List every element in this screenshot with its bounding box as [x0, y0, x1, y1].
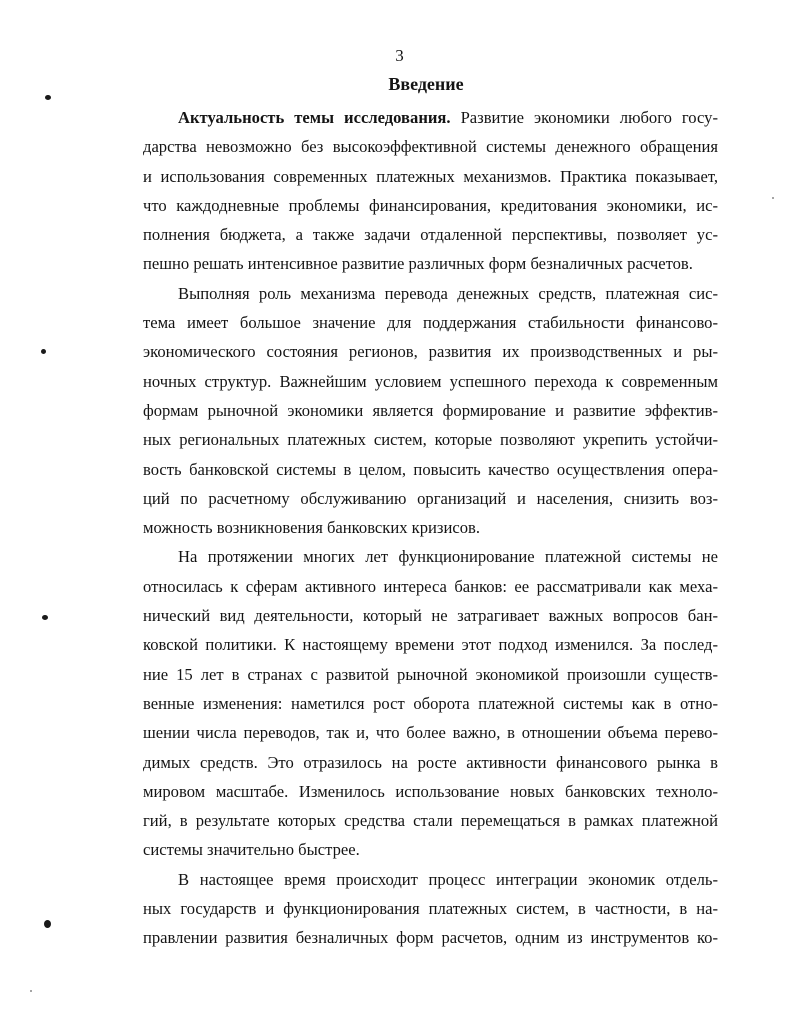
paragraph-line: пешно решать интенсивное развитие различных форм безналичных расчетов. [143, 254, 693, 274]
paragraph-line: венные изменения: наметился рост оборота платежной системы как в отно- [143, 693, 718, 713]
page-number: 3 [395, 46, 404, 65]
paragraph-line: ных региональных платежных систем, которые позволяют укрепить устойчи- [143, 430, 718, 450]
paragraph-line: ных государств и функционирования платежных систем, в частности, в на- [143, 899, 718, 919]
paragraph-line: Выполняя роль механизма перевода денежных средств, платежная сис- [178, 283, 718, 303]
paragraph-line: ковской политики. К настоящему времени этот подход изменился. За послед- [143, 635, 718, 655]
binder-hole-mark [44, 920, 51, 928]
paragraph-line: дарства невозможно без высокоэффективной системы денежного обращения [143, 137, 718, 157]
paragraph-line: тема имеет большое значение для поддержания стабильности финансово- [143, 313, 718, 333]
paragraph-line: нический вид деятельности, который не затрагивает важных вопросов бан- [143, 606, 718, 626]
paragraph-line: мировом масштабе. Изменилось использование новых банковских техноло- [143, 781, 718, 801]
binder-hole-mark [45, 95, 51, 100]
paragraph-line: В настоящее время происходит процесс интеграции экономик отдель- [178, 869, 718, 889]
binder-hole-mark [41, 349, 46, 354]
paragraph-line: ций по расчетному обслуживанию организаций и населения, снизить воз- [143, 488, 718, 508]
paragraph-line: гий, в результате которых средства стали перемещаться в рамках платежной [143, 811, 718, 831]
paragraph-lead: Актуальность темы исследования. [178, 108, 451, 127]
paragraph-line: вость банковской системы в целом, повысить качество осуществления опера- [143, 459, 718, 479]
paragraph-line: что каждодневные проблемы финансирования, кредитования экономики, ис- [143, 195, 718, 215]
scan-speck [30, 990, 32, 992]
binder-hole-mark [42, 615, 48, 620]
paragraph-line: ночных структур. Важнейшим условием успешного перехода к современным [143, 371, 718, 391]
paragraph-line: и использования современных платежных механизмов. Практика показывает, [143, 166, 718, 186]
paragraph-line: На протяжении многих лет функционирование платежной системы не [178, 547, 718, 567]
paragraph-line: относилась к сферам активного интереса банков: ее рассматривали как меха- [143, 576, 718, 596]
paragraph-line: формам рыночной экономики является формирование и развитие эффектив- [143, 400, 718, 420]
paragraph-line: ние 15 лет в странах с развитой рыночной экономикой произошли существ- [143, 664, 718, 684]
scan-speck [772, 197, 774, 199]
paragraph-line: димых средств. Это отразилось на росте активности финансового рынка в [143, 752, 718, 772]
paragraph-line: Актуальность темы исследования. Развитие экономики любого госу- [178, 108, 718, 127]
paragraph-line: шении числа переводов, так и, что более важно, в отношении объема перево- [143, 723, 718, 743]
paragraph-line: экономического состояния регионов, развития их производственных и ры- [143, 342, 718, 362]
paragraph-line: системы значительно быстрее. [143, 840, 360, 860]
paragraph-line: можность возникновения банковских кризисов. [143, 518, 481, 538]
paragraph-line: полнения бюджета, а также задачи отдаленной перспективы, позволяет ус- [143, 225, 718, 245]
paragraph-line: правлении развития безналичных форм расчетов, одним из инструментов ко- [143, 928, 718, 948]
page-title: Введение [388, 74, 464, 94]
body-text [143, 103, 718, 953]
